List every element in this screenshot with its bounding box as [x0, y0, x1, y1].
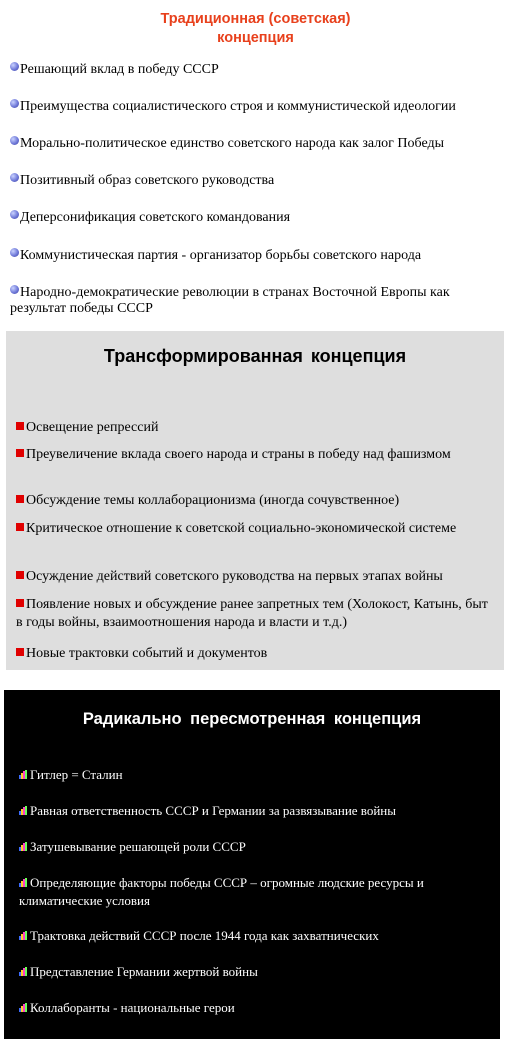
- color-bars-bullet-icon: [19, 878, 28, 887]
- list-item: [16, 568, 502, 586]
- traditional-title-line2: концепция: [217, 30, 294, 46]
- red-square-bullet-icon: [16, 495, 24, 503]
- list-item: [16, 645, 267, 663]
- list-item: [16, 596, 496, 632]
- list-item-text: Представление Германии жертвой войны: [30, 964, 258, 979]
- list-item: [10, 99, 456, 115]
- list-item: [10, 173, 274, 189]
- list-item: [10, 285, 490, 317]
- list-item-text: Деперсонификация советского командования: [20, 210, 291, 225]
- list-item: [10, 210, 290, 226]
- list-item-text: Определяющие факторы победы СССР – огромные людские ресурсы и климатические условия: [19, 875, 424, 908]
- color-bars-bullet-icon: [19, 842, 28, 851]
- radical-concept-panel: [4, 690, 500, 1039]
- list-item: [19, 927, 379, 945]
- list-item: [19, 838, 246, 856]
- blue-orb-bullet-icon: [10, 285, 19, 294]
- color-bars-bullet-icon: [19, 770, 28, 779]
- traditional-concept-panel: [0, 0, 511, 328]
- color-bars-bullet-icon: [19, 931, 28, 940]
- list-item: [16, 419, 158, 437]
- blue-orb-bullet-icon: [10, 210, 19, 219]
- list-item: [19, 874, 497, 910]
- list-item-text: Осуждение действий советского руководства на первых этапах войны: [26, 569, 443, 584]
- list-item: [16, 446, 456, 464]
- list-item-text: Преимущества социалистического строя и коммунистической идеологии: [20, 99, 456, 114]
- list-item: [10, 248, 421, 264]
- red-square-bullet-icon: [16, 599, 24, 607]
- red-square-bullet-icon: [16, 571, 24, 579]
- list-item: [19, 766, 123, 784]
- blue-orb-bullet-icon: [10, 173, 19, 182]
- blue-orb-bullet-icon: [10, 136, 19, 145]
- list-item-text: Морально-политическое единство советского народа как залог Победы: [20, 136, 445, 151]
- list-item-text: Коммунистическая партия - организатор борьбы советского народа: [20, 248, 422, 263]
- list-item: [10, 136, 444, 152]
- blue-orb-bullet-icon: [10, 62, 19, 71]
- list-item-text: Преувеличение вклада своего народа и страны в победу над фашизмом: [26, 447, 451, 462]
- list-item: [19, 999, 235, 1017]
- transformed-concept-title: Трансформированная концепция: [103, 346, 407, 366]
- list-item: [16, 520, 476, 538]
- transformed-concept-panel: [6, 331, 504, 670]
- red-square-bullet-icon: [16, 523, 24, 531]
- radical-concept-title: Радикально пересмотренная концепция: [82, 710, 422, 728]
- list-item-text: Коллаборанты - национальные герои: [30, 1000, 235, 1015]
- list-item: [16, 492, 502, 510]
- red-square-bullet-icon: [16, 648, 24, 656]
- list-item-text: Народно-демократические революции в странах Восточной Европы как результат победы СССР: [10, 285, 450, 316]
- color-bars-bullet-icon: [19, 806, 28, 815]
- list-item-text: Новые трактовки событий и документов: [26, 646, 268, 661]
- list-item: [19, 802, 396, 820]
- list-item: [19, 963, 258, 981]
- list-item-text: Освещение репрессий: [26, 420, 159, 435]
- color-bars-bullet-icon: [19, 1003, 28, 1012]
- list-item-text: Позитивный образ советского руководства: [20, 173, 275, 188]
- list-item-text: Решающий вклад в победу СССР: [20, 62, 219, 77]
- list-item: [10, 62, 219, 78]
- list-item-text: Трактовка действий СССР после 1944 года как захватнических: [30, 928, 379, 943]
- list-item-text: Равная ответственность СССР и Германии за развязывание войны: [30, 803, 396, 818]
- list-item-text: Обсуждение темы коллаборационизма (иногда сочувственное): [26, 493, 400, 508]
- list-item-text: Критическое отношение к советской социально-экономической системе: [26, 521, 457, 536]
- red-square-bullet-icon: [16, 422, 24, 430]
- list-item-text: Появление новых и обсуждение ранее запретных тем (Холокост, Катынь, быт в годы войны, взаимоотношения народа и власти и т.д.): [16, 597, 488, 630]
- blue-orb-bullet-icon: [10, 99, 19, 108]
- traditional-title-line1: Традиционная (советская): [160, 11, 351, 27]
- red-square-bullet-icon: [16, 449, 24, 457]
- blue-orb-bullet-icon: [10, 248, 19, 257]
- list-item-text: Гитлер = Сталин: [30, 767, 123, 782]
- list-item-text: Затушевывание решающей роли СССР: [30, 839, 246, 854]
- traditional-concept-title: [0, 10, 511, 48]
- color-bars-bullet-icon: [19, 967, 28, 976]
